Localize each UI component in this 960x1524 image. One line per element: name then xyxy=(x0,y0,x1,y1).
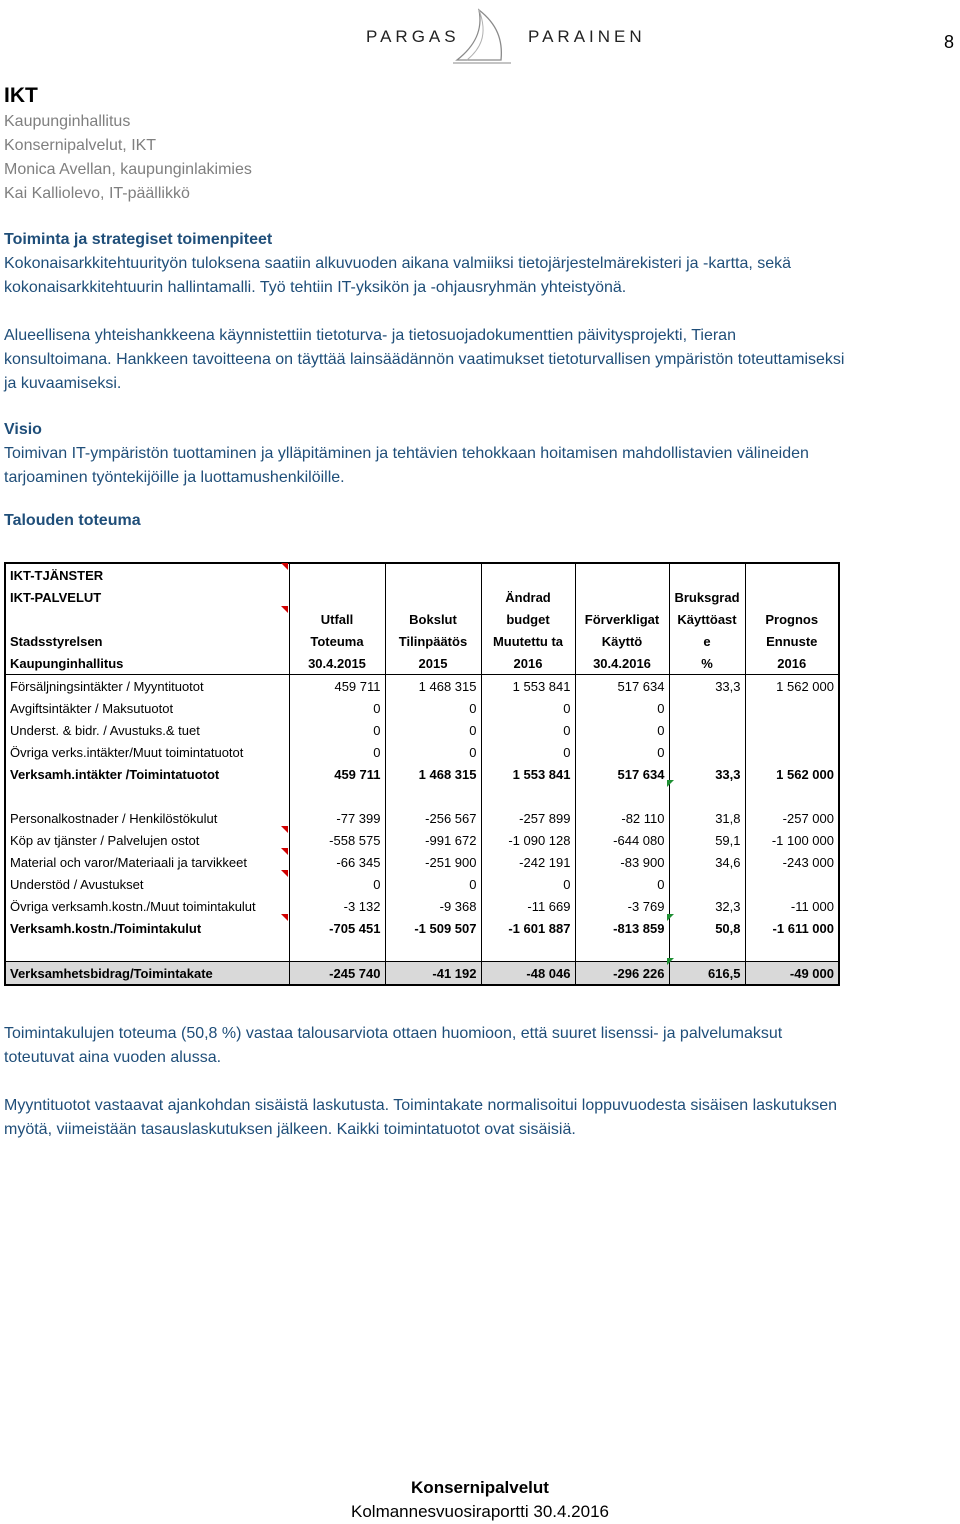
column-header-cell: 2016 xyxy=(745,652,839,675)
column-header-cell xyxy=(669,563,745,586)
column-header-cell xyxy=(745,586,839,608)
text-line: Kokonaisarkkitehtuurityön tuloksena saatiin alkuvuoden aikana valmiiksi tietojärjestelmärekisteri ja -kartta, sekä xyxy=(4,255,792,272)
org-line: Monica Avellan, kaupunginlakimies xyxy=(4,161,252,178)
value-cell: 0 xyxy=(385,741,481,763)
value-cell: 0 xyxy=(385,873,481,895)
value-cell: 0 xyxy=(289,719,385,741)
total-row xyxy=(5,763,839,785)
vision-paragraph xyxy=(4,442,954,490)
column-header-cell xyxy=(481,563,575,586)
value-cell xyxy=(745,873,839,895)
row-label: Avgiftsintäkter / Maksutuotot xyxy=(10,700,174,716)
column-header-cell: Bokslut xyxy=(385,608,481,630)
table-row xyxy=(5,719,839,741)
empty-cell xyxy=(289,939,385,962)
value-cell: 517 634 xyxy=(575,675,669,698)
header-label-cell: IKT-PALVELUT xyxy=(10,589,102,605)
value-cell: -251 900 xyxy=(385,851,481,873)
empty-cell xyxy=(385,939,481,962)
strategy-heading: Toiminta ja strategiset toimenpiteet xyxy=(4,231,273,248)
comment-marker-icon xyxy=(667,958,674,965)
value-cell: -9 368 xyxy=(385,895,481,917)
value-cell: 0 xyxy=(289,697,385,719)
comment-marker-icon xyxy=(667,780,674,787)
text-line: ja kuvaamiseksi. xyxy=(4,375,122,392)
value-cell: 0 xyxy=(481,697,575,719)
row-label: Verksamh.intäkter /Toimintatuotot xyxy=(10,766,220,782)
margin-row xyxy=(5,962,839,986)
finance-heading: Talouden toteuma xyxy=(4,512,141,529)
empty-cell xyxy=(745,785,839,807)
value-cell xyxy=(745,719,839,741)
empty-cell xyxy=(5,939,289,962)
table-row xyxy=(5,697,839,719)
column-header-cell: Käyttöast xyxy=(669,608,745,630)
value-cell: 0 xyxy=(575,697,669,719)
table-row xyxy=(5,807,839,829)
value-cell: 59,1 xyxy=(669,829,745,851)
value-cell: -83 900 xyxy=(575,851,669,873)
column-header-cell xyxy=(385,586,481,608)
value-cell: 459 711 xyxy=(289,675,385,698)
value-cell: -3 769 xyxy=(575,895,669,917)
sail-logo-icon xyxy=(449,6,529,64)
column-header-cell: e xyxy=(669,630,745,652)
row-label: Försäljningsintäkter / Myyntituotot xyxy=(5,675,289,698)
column-header-cell: Prognos xyxy=(745,608,839,630)
comment-marker-icon xyxy=(281,563,288,570)
value-cell xyxy=(745,697,839,719)
column-header-cell xyxy=(289,563,385,586)
value-cell: 1 562 000 xyxy=(745,675,839,698)
column-header-cell: 30.4.2015 xyxy=(289,652,385,675)
page-header xyxy=(0,0,960,70)
value-cell: 33,3 xyxy=(669,675,745,698)
value-cell: -1 100 000 xyxy=(745,829,839,851)
value-cell: -644 080 xyxy=(575,829,669,851)
column-header-cell: Tilinpäätös xyxy=(385,630,481,652)
column-header-cell xyxy=(575,563,669,586)
empty-cell xyxy=(481,939,575,962)
value-cell: -41 192 xyxy=(385,962,481,986)
text-line: kokonaisarkkitehtuurin hallintamalli. Työ tehtiin IT-yksikön ja -ohjausryhmän yhteistyönä. xyxy=(4,279,627,296)
org-line: Kai Kalliolevo, IT-päällikkö xyxy=(4,185,190,202)
column-header-cell: Utfall xyxy=(289,608,385,630)
row-label: Underst. & bidr. / Avustuks.& tuet xyxy=(10,722,200,738)
text-line: Toimivan IT-ympäristön tuottaminen ja ylläpitäminen ja tehtävien tehokkaan hoitamisen mahdollistavien välineiden xyxy=(4,445,809,462)
text-line: Alueellisena yhteishankkeena käynnistettiin tietoturva- ja tietosuojadokumenttien päivitysprojekti, Tieran xyxy=(4,327,736,344)
row-label: Verksamh.kostn./Toimintakulut xyxy=(10,920,202,936)
empty-cell xyxy=(669,939,745,962)
finance-table xyxy=(4,562,840,986)
value-cell: 0 xyxy=(481,719,575,741)
value-cell: -1 509 507 xyxy=(385,917,481,939)
value-cell: 0 xyxy=(385,719,481,741)
column-header-cell: 2016 xyxy=(481,652,575,675)
value-cell: 0 xyxy=(575,741,669,763)
value-cell: 1 468 315 xyxy=(385,763,481,785)
value-cell: -705 451 xyxy=(289,917,385,939)
comment-marker-icon xyxy=(281,848,288,855)
value-cell: 34,6 xyxy=(669,851,745,873)
empty-cell xyxy=(385,785,481,807)
table-row xyxy=(5,851,839,873)
value-cell: 517 634 xyxy=(575,763,669,785)
footer-department: Konsernipalvelut xyxy=(411,1478,549,1497)
strategy-paragraph-2 xyxy=(4,324,954,396)
document-body xyxy=(4,84,954,530)
value-cell: -1 090 128 xyxy=(481,829,575,851)
comment-marker-icon xyxy=(281,606,288,613)
empty-cell xyxy=(669,785,745,807)
org-block xyxy=(4,110,954,206)
value-cell: 1 468 315 xyxy=(385,675,481,698)
value-cell: 1 553 841 xyxy=(481,675,575,698)
value-cell: -558 575 xyxy=(289,829,385,851)
comment-marker-icon xyxy=(281,826,288,833)
value-cell: -82 110 xyxy=(575,807,669,829)
value-cell: 1 562 000 xyxy=(745,763,839,785)
row-label: Övriga verksamh.kostn./Muut toimintakulut xyxy=(10,898,256,914)
empty-cell xyxy=(575,939,669,962)
row-label: Material och varor/Materiaali ja tarvikkeet xyxy=(10,854,247,870)
column-header-cell: Käyttö xyxy=(575,630,669,652)
table-header-row xyxy=(5,608,839,630)
vision-heading: Visio xyxy=(4,421,42,438)
logo-text-right: PARAINEN xyxy=(528,27,646,46)
table-row xyxy=(5,873,839,895)
column-header-cell: Ennuste xyxy=(745,630,839,652)
value-cell xyxy=(669,741,745,763)
row-label: Personalkostnader / Henkilöstökulut xyxy=(10,810,218,826)
column-header-cell xyxy=(385,563,481,586)
header-label-cell: Stadsstyrelsen xyxy=(10,633,103,649)
header-label-cell xyxy=(5,608,289,630)
value-cell: 0 xyxy=(481,741,575,763)
text-line: myötä, viimeistään tasauslaskutuksen jälkeen. Kaikki toimintatuotot ovat sisäisiä. xyxy=(4,1121,576,1138)
value-cell: -77 399 xyxy=(289,807,385,829)
value-cell: 459 711 xyxy=(289,763,385,785)
value-cell: 33,3 xyxy=(669,763,745,785)
value-cell: -256 567 xyxy=(385,807,481,829)
value-cell: -296 226 xyxy=(575,962,669,986)
value-cell: -242 191 xyxy=(481,851,575,873)
table-header-row xyxy=(5,652,839,675)
spacer-row xyxy=(5,939,839,962)
text-line: Toimintakulujen toteuma (50,8 %) vastaa talousarviota ottaen huomioon, että suuret lisenssi- ja palvelumaksut xyxy=(4,1025,783,1042)
page-footer xyxy=(0,1476,960,1524)
column-header-cell: Förverkligat xyxy=(575,608,669,630)
org-line: Konsernipalvelut, IKT xyxy=(4,137,157,154)
value-cell: -245 740 xyxy=(289,962,385,986)
value-cell xyxy=(669,719,745,741)
value-cell: 0 xyxy=(385,697,481,719)
table-row xyxy=(5,895,839,917)
table-row xyxy=(5,829,839,851)
empty-cell xyxy=(289,785,385,807)
footer-report: Kolmannesvuosiraportti 30.4.2016 xyxy=(351,1502,609,1521)
column-header-cell xyxy=(289,586,385,608)
value-cell: 1 553 841 xyxy=(481,763,575,785)
value-cell: -49 000 xyxy=(745,962,839,986)
value-cell: 0 xyxy=(575,873,669,895)
value-cell: 616,5 xyxy=(669,962,745,986)
value-cell: 31,8 xyxy=(669,807,745,829)
value-cell: 0 xyxy=(289,873,385,895)
table-row xyxy=(5,741,839,763)
row-label: Verksamhetsbidrag/Toimintakate xyxy=(5,962,289,986)
text-line: konsultoimana. Hankkeen tavoitteena on täyttää lainsäädännön vaatimukset tietoturvallisen ympäristön toteuttamiseksi xyxy=(4,351,845,368)
table-header-row xyxy=(5,563,839,586)
comment-marker-icon xyxy=(281,870,288,877)
logo-text-left: PARGAS xyxy=(366,27,460,46)
column-header-cell xyxy=(575,586,669,608)
text-line: Myyntituotot vastaavat ajankohdan sisäistä laskutusta. Toimintakate normalisoitui loppuvuodesta sisäisen laskutuksen xyxy=(4,1097,838,1114)
value-cell: -3 132 xyxy=(289,895,385,917)
value-cell: 0 xyxy=(289,741,385,763)
column-header-cell: Bruksgrad xyxy=(669,586,745,608)
value-cell: -11 000 xyxy=(745,895,839,917)
value-cell: -243 000 xyxy=(745,851,839,873)
value-cell: -11 669 xyxy=(481,895,575,917)
value-cell: 50,8 xyxy=(669,917,745,939)
strategy-paragraph-1 xyxy=(4,252,954,300)
text-line: toteutuvat aina vuoden alussa. xyxy=(4,1049,222,1066)
value-cell: 0 xyxy=(481,873,575,895)
column-header-cell: % xyxy=(669,652,745,675)
value-cell xyxy=(745,741,839,763)
column-header-cell: Muutettu ta xyxy=(481,630,575,652)
table-row xyxy=(5,675,839,698)
row-label: Understöd / Avustukset xyxy=(10,876,144,892)
row-label: Övriga verks.intäkter/Muut toimintatuotot xyxy=(10,744,244,760)
empty-cell xyxy=(5,785,289,807)
finance-table-container xyxy=(4,562,838,986)
value-cell: -813 859 xyxy=(575,917,669,939)
column-header-cell: 30.4.2016 xyxy=(575,652,669,675)
section-title: IKT xyxy=(4,84,38,107)
column-header-cell: 2015 xyxy=(385,652,481,675)
value-cell xyxy=(669,873,745,895)
table-header-row xyxy=(5,586,839,608)
value-cell: -257 000 xyxy=(745,807,839,829)
column-header-cell: Toteuma xyxy=(289,630,385,652)
column-header-cell xyxy=(745,563,839,586)
spacer-row xyxy=(5,785,839,807)
empty-cell xyxy=(481,785,575,807)
value-cell xyxy=(669,697,745,719)
empty-cell xyxy=(575,785,669,807)
value-cell: -1 601 887 xyxy=(481,917,575,939)
value-cell: -991 672 xyxy=(385,829,481,851)
row-label: Köp av tjänster / Palvelujen ostot xyxy=(10,832,200,848)
table-header-row xyxy=(5,630,839,652)
value-cell: 0 xyxy=(575,719,669,741)
value-cell: 32,3 xyxy=(669,895,745,917)
value-cell: -257 899 xyxy=(481,807,575,829)
header-label-cell: IKT-TJÄNSTER xyxy=(10,567,104,583)
comment-marker-icon xyxy=(281,914,288,921)
value-cell: -66 345 xyxy=(289,851,385,873)
comment-marker-icon xyxy=(667,914,674,921)
page-number: 8 xyxy=(943,32,954,52)
value-cell: -1 611 000 xyxy=(745,917,839,939)
text-line: tarjoaminen työntekijöille ja luottamushenkilöille. xyxy=(4,469,345,486)
column-header-cell: Ändrad xyxy=(481,586,575,608)
after-table-text xyxy=(4,1022,954,1142)
org-line: Kaupunginhallitus xyxy=(4,113,131,130)
empty-cell xyxy=(745,939,839,962)
value-cell: -48 046 xyxy=(481,962,575,986)
header-label-cell: Kaupunginhallitus xyxy=(10,655,124,671)
column-header-cell: budget xyxy=(481,608,575,630)
total-row xyxy=(5,917,839,939)
